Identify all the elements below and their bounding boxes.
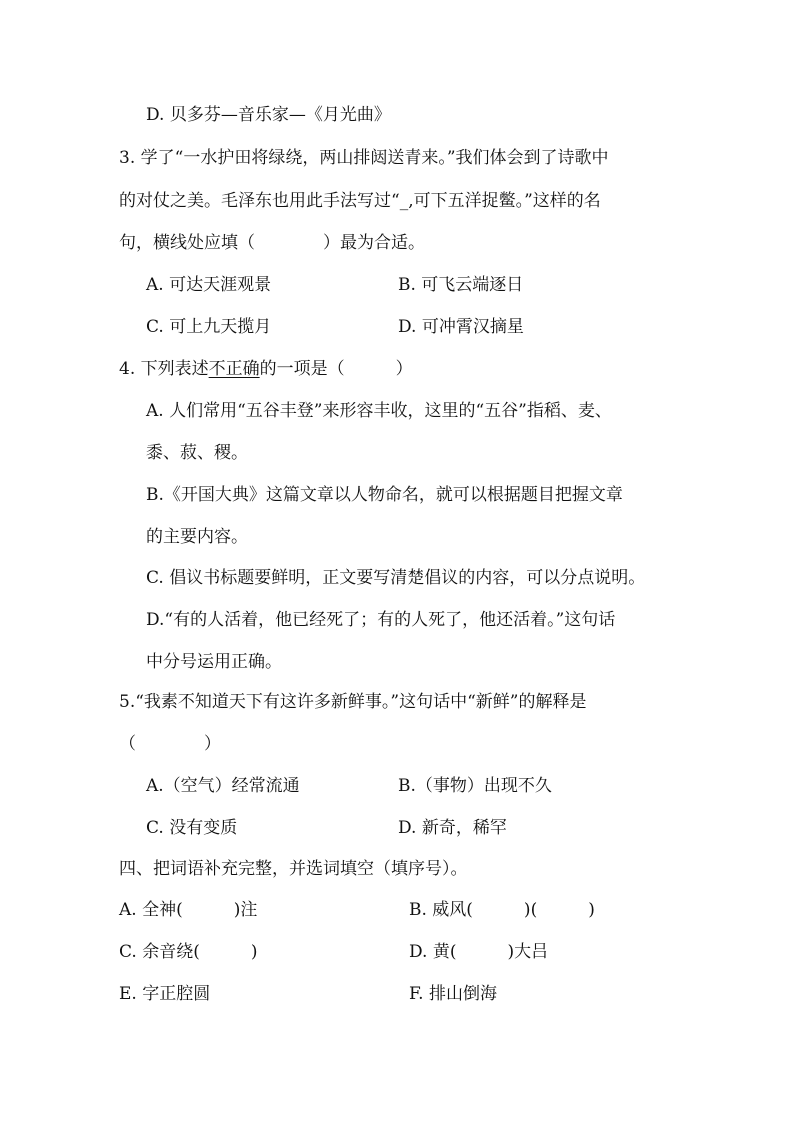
section4-item-d: D. 黄( )大吕	[409, 942, 549, 962]
q4-option-a-line2: 黍、菽、稷。	[146, 443, 248, 463]
section4-item-e: E. 字正腔圆	[119, 984, 211, 1004]
q3-stem-line3: 句，横线处应填（ ）最为合适。	[119, 233, 425, 253]
q2-option-d: D. 贝多芬—音乐家—《月光曲》	[146, 105, 391, 125]
q4-stem-suffix: 的一项是（ ）	[259, 359, 413, 379]
q4-stem-prefix: 4. 下列表述	[119, 359, 209, 379]
q3-option-b: B. 可飞云端逐日	[398, 275, 524, 295]
q4-stem-underlined: 不正确	[208, 359, 260, 379]
q4-stem	[119, 357, 413, 381]
q4-option-b-line1: B.《开国大典》这篇文章以人物命名，就可以根据题目把握文章	[146, 485, 623, 505]
q4-option-d-line2: 中分号运用正确。	[146, 652, 282, 672]
q5-stem-line1: 5.“我素不知道天下有这许多新鲜事。”这句话中“新鲜”的解释是	[119, 692, 587, 712]
section4-item-a: A. 全神( )注	[119, 900, 258, 920]
q3-stem-line2: 的对仗之美。毛泽东也用此手法写过“_,可下五洋捉鳖。”这样的名	[119, 191, 601, 211]
q4-option-b-line2: 的主要内容。	[146, 527, 248, 547]
section4-item-b: B. 威风( )( )	[409, 900, 595, 920]
q3-option-a: A. 可达天涯观景	[146, 275, 272, 295]
q5-option-c: C. 没有变质	[146, 818, 238, 838]
q5-option-a: A.（空气）经常流通	[146, 776, 300, 796]
q5-option-d: D. 新奇，稀罕	[398, 818, 507, 838]
q4-option-a-line1: A. 人们常用“五谷丰登”来形容丰收，这里的“五谷”指稻、麦、	[146, 401, 612, 421]
section4-title: 四、把词语补充完整，并选词填空（填序号）。	[119, 859, 468, 879]
q3-option-c: C. 可上九天揽月	[146, 317, 272, 337]
section4-item-c: C. 余音绕( )	[119, 942, 258, 962]
q5-stem-line2: （ ）	[119, 734, 221, 754]
q4-option-c: C. 倡议书标题要鲜明，正文要写清楚倡议的内容，可以分点说明。	[146, 568, 646, 588]
section4-item-f: F. 排山倒海	[409, 984, 497, 1004]
q5-option-b: B.（事物）出现不久	[398, 776, 552, 796]
q4-option-d-line1: D.“有的人活着，他已经死了；有的人死了，他还活着。”这句话	[146, 610, 616, 630]
q3-option-d: D. 可冲霄汉摘星	[398, 317, 524, 337]
q3-stem-line1: 3. 学了“一水护田将绿绕，两山排闼送青来。”我们体会到了诗歌中	[119, 148, 609, 168]
